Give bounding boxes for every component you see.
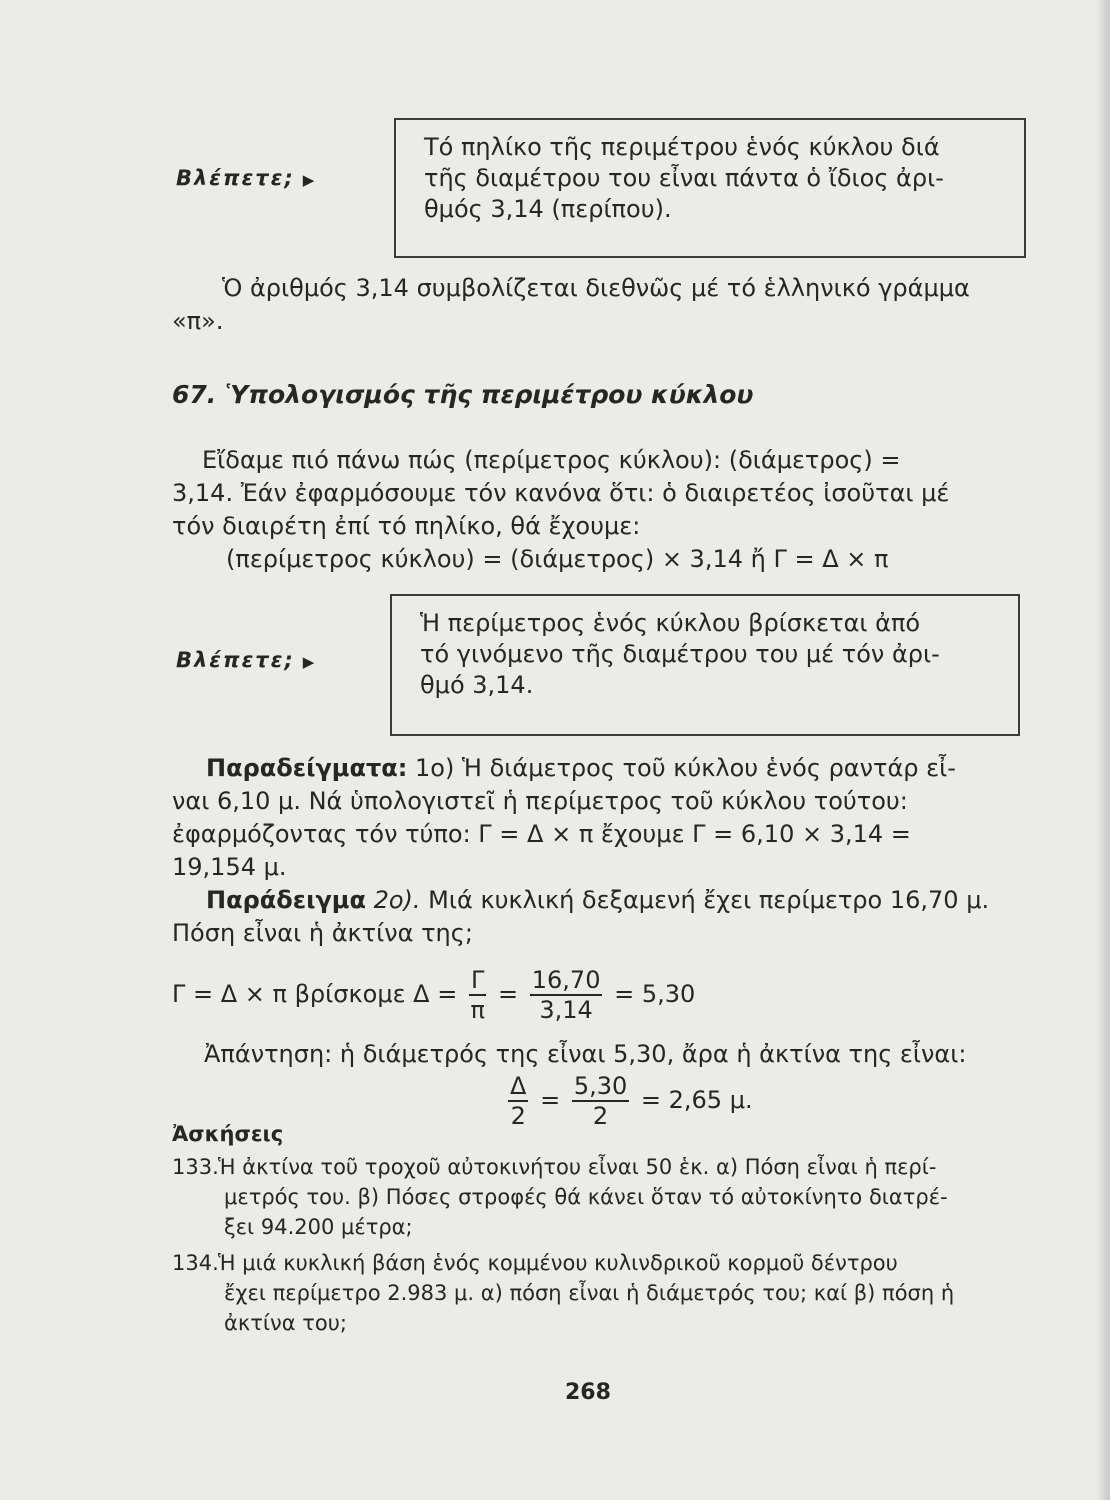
intro-paragraph (172, 444, 1024, 576)
fraction-numerator: 5,30 (573, 1072, 628, 1100)
fraction-denominator: π (470, 996, 485, 1024)
exercises-title: Ἀσκήσεις (172, 1122, 284, 1146)
fraction-numerator: Γ (470, 966, 485, 994)
formula1-lhs: Γ = Δ × π βρίσκομε Δ = (172, 980, 458, 1008)
pi-note-line2: «π». (172, 307, 224, 335)
exercise-133-line1 (172, 1152, 1020, 1182)
arrow-icon: ▶ (302, 171, 315, 189)
answer-line: Ἀπάντηση: ἡ διάμετρός της εἶναι 5,30, ἄρα ἡ ἀκτίνα της εἶναι: (204, 1040, 967, 1068)
see-label-1 (176, 166, 314, 190)
para-line2: 3,14. Ἐάν ἐφαρμόσουμε τόν κανόνα ὅτι: ὁ διαιρετέος ἰσοῦται μέ (172, 479, 950, 507)
fraction-delta-over-2 (508, 1072, 528, 1130)
box2-line1: Ἡ περίμετρος ἑνός κύκλου βρίσκεται ἀπό (420, 609, 921, 637)
exercise-number: 134. (172, 1251, 219, 1275)
fraction-denominator: 2 (592, 1102, 609, 1130)
pi-note (172, 272, 1024, 338)
see-text: Βλέπετε; (176, 166, 295, 190)
example2-line1 (172, 884, 1024, 917)
para-line1: Εἴδαμε πιό πάνω πώς (περίμετρος κύκλου): (διάμετρος) = (202, 446, 901, 474)
see-label-2 (176, 648, 314, 672)
example2-line2: Πόση εἶναι ἡ ἀκτίνα της; (172, 919, 473, 947)
examples-label: Παραδείγματα: (206, 754, 408, 782)
formula2-result: = 2,65 μ. (640, 1086, 753, 1114)
formula-perimeter: (περίμετρος κύκλου) = (διάμετρος) × 3,14 ἤ Γ = Δ × π (226, 545, 889, 573)
fraction-denominator: 3,14 (539, 996, 593, 1024)
example1-line4: 19,154 μ. (172, 853, 287, 881)
definition-box-1 (394, 118, 1026, 258)
box1-line2: τῆς διαμέτρου του εἶναι πάντα ὁ ἴδιος ἀρι- (424, 164, 944, 192)
pi-note-line1: Ὁ ἀριθμός 3,14 συμβολίζεται διεθνῶς μέ τό ἑλληνικό γράμμα (222, 274, 970, 302)
exercise-text: Ἡ μιά κυκλική βάση ἑνός κομμένου κυλινδρικοῦ κορμοῦ δέντρου (218, 1251, 898, 1275)
example1-text: 1ο) Ἡ διάμετρος τοῦ κύκλου ἑνός ραντάρ εἶ- (414, 754, 956, 782)
exercise-134-line3: ἀκτίνα του; (224, 1311, 347, 1335)
example2-number: 2ο). (373, 886, 421, 914)
exercise-133 (172, 1152, 1020, 1242)
definition-box-2 (390, 594, 1020, 736)
formula-radius (504, 1072, 753, 1130)
example1-line2: ναι 6,10 μ. Νά ὑπολογιστεῖ ἡ περίμετρος τοῦ κύκλου τούτου: (172, 787, 908, 815)
exercise-text: Ἡ ἀκτίνα τοῦ τροχοῦ αὐτοκινήτου εἶναι 50 ἑκ. α) Πόση εἶναι ἡ περί- (218, 1155, 937, 1179)
exercise-133-line2: μετρός του. β) Πόσες στροφές θά κάνει ὅταν τό αὐτοκίνητο διατρέ- (224, 1185, 948, 1209)
fraction-numerator: Δ (510, 1072, 527, 1100)
exercise-134-line1 (172, 1248, 1020, 1278)
formula1-result: = 5,30 (614, 980, 696, 1008)
fraction-gamma-over-pi (469, 966, 486, 1024)
box2-line3: θμό 3,14. (420, 671, 534, 699)
box2-line2: τό γινόμενο τῆς διαμέτρου του μέ τόν ἀρι- (420, 640, 940, 668)
fraction-numerator: 16,70 (531, 966, 601, 994)
example1-line3: ἐφαρμόζοντας τόν τύπο: Γ = Δ × π ἔχουμε Γ = 6,10 × 3,14 = (172, 820, 911, 848)
example1-line1 (172, 752, 1024, 785)
exercise-134 (172, 1248, 1020, 1338)
exercise-134-line2: ἔχει περίμετρο 2.983 μ. α) πόση εἶναι ἡ διάμετρός του; καί β) πόση ἡ (224, 1281, 955, 1305)
arrow-icon: ▶ (302, 653, 315, 671)
fraction-values (530, 966, 603, 1024)
page-number: 268 (565, 1380, 611, 1405)
section-title: 67. Ὑπολογισμός τῆς περιμέτρου κύκλου (172, 380, 754, 409)
exercise-number: 133. (172, 1155, 219, 1179)
box1-line1: Τό πηλίκο τῆς περιμέτρου ἑνός κύκλου διά (424, 133, 940, 161)
example2-text: Μιά κυκλική δεξαμενή ἔχει περίμετρο 16,70 μ. (428, 886, 990, 914)
equals-sign: = (498, 980, 519, 1008)
exercise-133-line3: ξει 94.200 μέτρα; (224, 1215, 413, 1239)
fraction-denominator: 2 (510, 1102, 526, 1130)
page-edge-shadow (1096, 0, 1110, 1500)
para-line3: τόν διαιρέτη ἐπί τό πηλίκο, θά ἔχουμε: (172, 512, 641, 540)
see-text: Βλέπετε; (176, 648, 295, 672)
formula-diameter (172, 966, 695, 1024)
example2-label: Παράδειγμα (206, 886, 366, 914)
examples-block (172, 752, 1024, 950)
fraction-values (572, 1072, 629, 1130)
equals-sign: = (540, 1086, 561, 1114)
box1-line3: θμός 3,14 (περίπου). (424, 195, 672, 223)
